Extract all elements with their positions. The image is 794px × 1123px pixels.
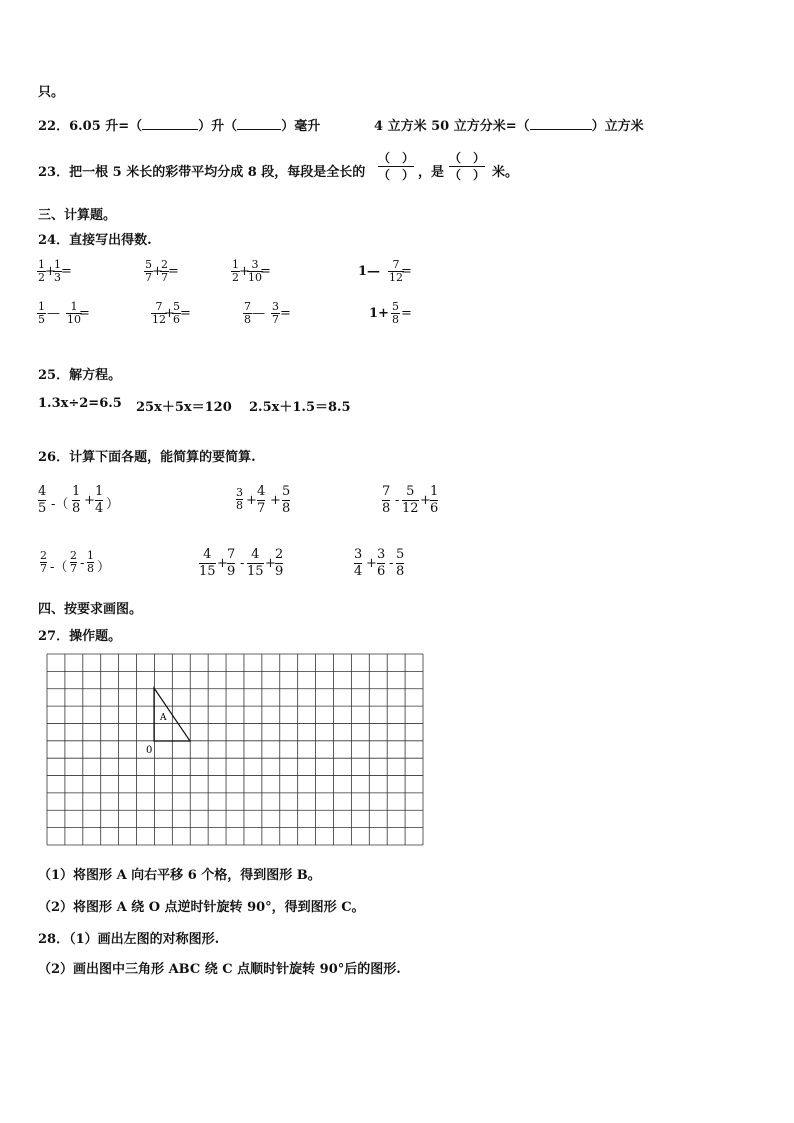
denominator: 7 (257, 501, 266, 516)
denominator: 8 (382, 501, 391, 516)
numerator: 5 (173, 300, 180, 313)
equation-3: 2.5x＋1.5＝8.5 (249, 400, 351, 415)
denominator: 7 (70, 562, 77, 575)
section-heading-4: 四、按要求画图。 (38, 602, 143, 617)
denominator: 6 (377, 564, 386, 579)
denominator: 8 (72, 501, 81, 516)
numerator: 4 (38, 484, 47, 499)
answer-blank[interactable] (142, 129, 198, 130)
numerator: 1 (87, 549, 94, 562)
operator: + (420, 493, 431, 508)
numerator: 5 (396, 547, 405, 562)
numerator: 1 (232, 258, 239, 271)
denominator: 9 (227, 564, 236, 579)
denominator: 2 (38, 271, 45, 284)
question-22 (38, 115, 320, 134)
q22-text-c: ）毫升 (281, 119, 321, 134)
equals-sign: = (180, 306, 191, 321)
denominator: 12 (389, 271, 403, 284)
q22-text-e: ）立方米 (591, 119, 644, 134)
denominator: 8 (244, 313, 251, 326)
operator: + (366, 556, 377, 571)
denominator: 9 (275, 564, 284, 579)
numerator: 2 (40, 549, 47, 562)
q23-text-b: ，是 (418, 165, 445, 180)
point-o-label: 0 (146, 745, 153, 756)
square-grid[interactable] (46, 653, 424, 846)
question-25: 25．解方程。 (38, 368, 122, 383)
numerator: 4 (203, 547, 212, 562)
denominator: 6 (430, 501, 439, 516)
equals-sign: = (401, 264, 412, 279)
numerator: 7 (382, 484, 391, 499)
denominator: 6 (173, 313, 180, 326)
operator: + (217, 556, 228, 571)
numerator: 3 (272, 300, 279, 313)
operator: ） (106, 497, 120, 512)
numerator: 1 (38, 300, 45, 313)
equation-2: 25x＋5x＝120 (136, 400, 232, 415)
q23-text-c: 米。 (492, 165, 519, 180)
operator: + (239, 264, 250, 279)
operator: -（ (50, 560, 68, 575)
denominator: 4 (354, 564, 363, 579)
operator: - (395, 493, 400, 508)
denominator-blank: （ ） (378, 168, 415, 182)
denominator: 15 (199, 564, 216, 579)
denominator: 8 (236, 499, 243, 512)
numerator: 7 (244, 300, 251, 313)
operator: -（ (51, 497, 69, 512)
denominator: 12 (152, 313, 166, 326)
grid-lines (47, 654, 423, 845)
denominator: 7 (145, 271, 152, 284)
q22-text-b: ）升（ (198, 119, 238, 134)
numerator: 7 (392, 258, 400, 271)
numerator: 1 (70, 300, 78, 313)
question-24: 24．直接写出得数. (38, 233, 152, 248)
denominator: 15 (247, 564, 264, 579)
q27-instruction-1: （1）将图形 A 向右平移 6 个格，得到图形 B。 (38, 868, 321, 883)
question-22-part2 (374, 115, 644, 134)
equals-sign: = (401, 306, 412, 321)
answer-blank[interactable] (530, 129, 592, 130)
numerator: 7 (227, 547, 236, 562)
denominator: 8 (392, 313, 399, 326)
numerator: 1 (95, 484, 104, 499)
shape-a-label: A (160, 713, 167, 723)
denominator: 12 (402, 501, 419, 516)
q22-text-a: 22．6.05 升=（ (38, 119, 143, 134)
equals-sign: = (61, 264, 72, 279)
text-line-continuation: 只。 (38, 85, 65, 100)
denominator: 8 (396, 564, 405, 579)
operator: + (45, 264, 56, 279)
denominator: 5 (38, 313, 45, 326)
denominator: 10 (67, 313, 81, 326)
numerator: 1 (54, 258, 61, 271)
operator: - (389, 556, 394, 571)
question-23: 23．把一根 5 米长的彩带平均分成 8 段，每段是全长的 (38, 165, 366, 180)
operator: + (152, 264, 163, 279)
q28-instruction-1: 28．（1）画出左图的对称图形. (38, 932, 220, 947)
equals-sign: = (79, 306, 90, 321)
operator: + (270, 493, 281, 508)
numerator-blank: （ ） (378, 151, 415, 165)
answer-blank[interactable] (237, 129, 281, 130)
operator: ） (97, 560, 111, 575)
operator: + (164, 306, 175, 321)
equals-sign: = (280, 306, 291, 321)
question-27: 27．操作题。 (38, 629, 122, 644)
numerator: 1 (430, 484, 439, 499)
numerator-blank: （ ） (449, 151, 486, 165)
question-26: 26．计算下面各题，能简算的要简算. (38, 450, 256, 465)
denominator: 4 (95, 501, 104, 516)
operator: + (246, 493, 257, 508)
numerator: 3 (354, 547, 363, 562)
numerator: 1 (72, 484, 81, 499)
operator: - (240, 556, 245, 571)
q27-instruction-2: （2）将图形 A 绕 O 点逆时针旋转 90°，得到图形 C。 (38, 900, 365, 915)
numerator: 5 (145, 258, 152, 271)
denominator: 3 (54, 271, 61, 284)
q22-text-d: 4 立方米 50 立方分米=（ (374, 119, 530, 134)
operator: — (252, 306, 265, 321)
operator: — (47, 306, 60, 321)
leading-term: 1— (358, 264, 381, 279)
fraction-blank[interactable] (378, 150, 414, 183)
numerator: 3 (251, 258, 259, 271)
equals-sign: = (260, 264, 271, 279)
equals-sign: = (168, 264, 179, 279)
denominator: 7 (161, 271, 168, 284)
denominator: 2 (232, 271, 239, 284)
numerator: 2 (161, 258, 168, 271)
operator: - (80, 556, 85, 571)
denominator: 10 (248, 271, 262, 284)
numerator: 1 (38, 258, 45, 271)
numerator: 3 (236, 486, 243, 499)
section-heading-3: 三、计算题。 (38, 208, 117, 223)
leading-term: 1+ (369, 306, 389, 321)
numerator: 7 (155, 300, 163, 313)
denominator-blank: （ ） (449, 168, 486, 182)
numerator: 5 (392, 300, 399, 313)
numerator: 4 (251, 547, 260, 562)
denominator: 7 (272, 313, 279, 326)
numerator: 5 (282, 484, 291, 499)
denominator: 8 (282, 501, 291, 516)
denominator: 8 (87, 562, 94, 575)
fraction-blank[interactable] (449, 150, 485, 183)
numerator: 5 (406, 484, 415, 499)
operator: + (265, 556, 276, 571)
denominator: 5 (38, 501, 47, 516)
equation-1: 1.3x÷2=6.5 (38, 396, 122, 411)
numerator: 2 (70, 549, 77, 562)
numerator: 4 (257, 484, 266, 499)
numerator: 2 (275, 547, 284, 562)
denominator: 7 (40, 562, 47, 575)
operator: + (84, 493, 95, 508)
numerator: 3 (377, 547, 386, 562)
q28-instruction-2: （2）画出图中三角形 ABC 绕 C 点顺时针旋转 90°后的图形. (38, 962, 401, 977)
